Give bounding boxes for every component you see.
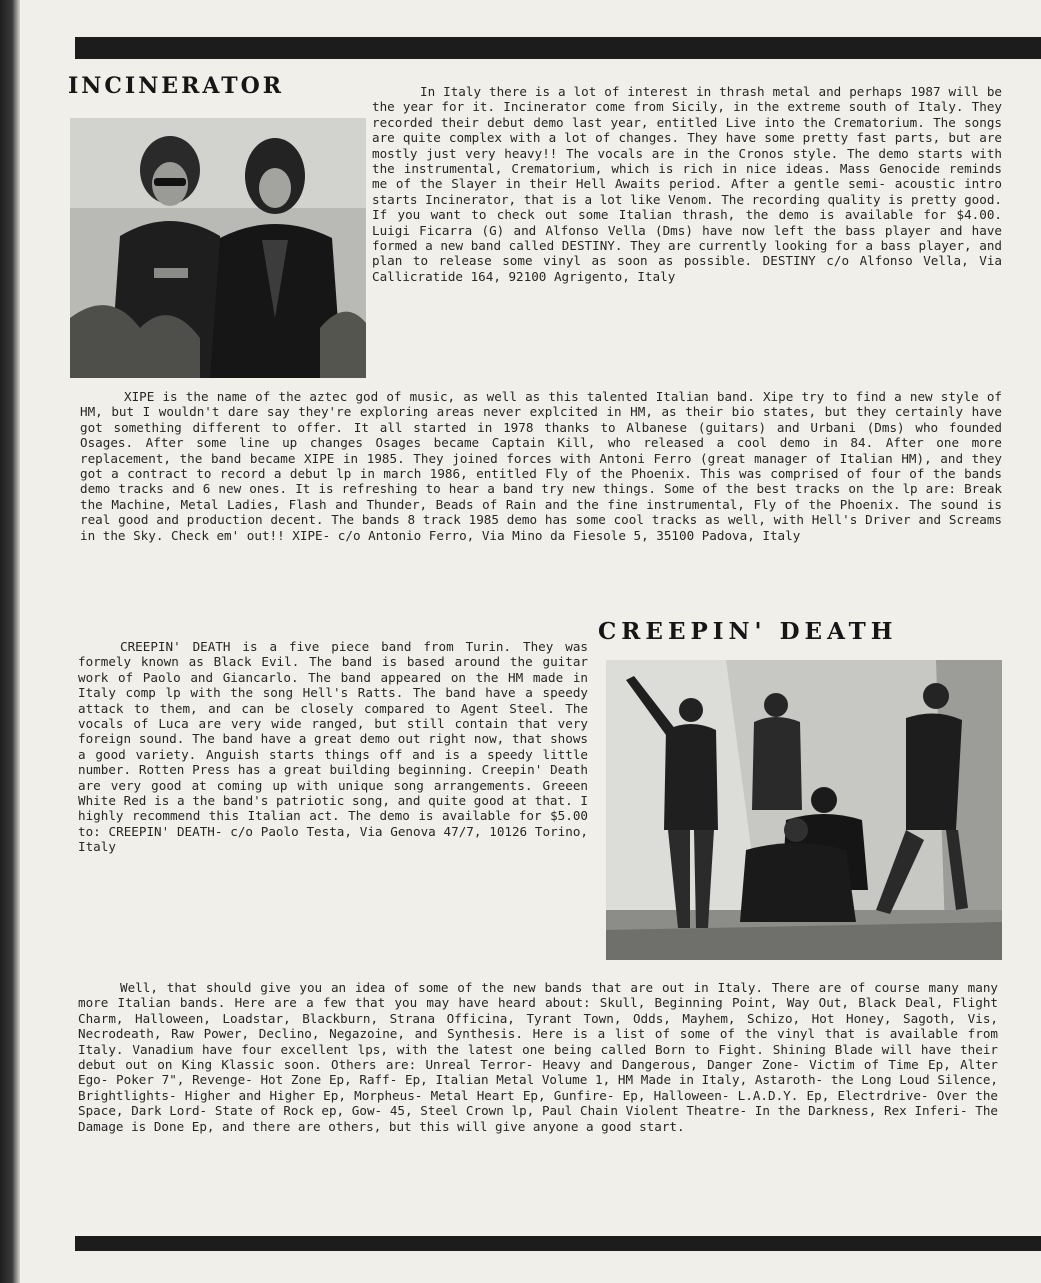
bottom-rule [75, 1236, 1041, 1251]
closing-paragraph: Well, that should give you an idea of some of the new bands that are out in Italy. There are of course many many more Italian bands. Here are a few that you may have heard about: Skull, Beginning Point, Way Out, Black Deal, Flight Charm, Halloween, Loadstar, Blackburn, Strana Officina, Tyrant Town, Odds, Mayhem, Schizo, Hot Honey, Sagoth, Vis, Necrodeath, Raw Power, Declino, Negazoine, and Synthesis. Here is a list of some of the vinyl that is available from Italy. Vanadium have four excellent lps, with the latest one being called Born to Fight. Shining Blade will have their debut out on King Klassic soon. Others are: Unreal Terror- Heavy and Dangerous, Danger Zone- Victim of Time Ep, Alter Ego- Poker 7", Revenge- Hot Zone Ep, Raff- Ep, Italian Metal Volume 1, HM Made in Italy, Astaroth- the Long Loud Silence, Brightlights- Higher and Higher Ep, Morpheus- Metal Heart Ep, Gunfire- Ep, Halloween- L.A.D.Y. Ep, Electrdrive- Over the Space, Dark Lord- State of Rock ep, Gow- 45, Steel Crown lp, Paul Chain Violent Theatre- In the Darkness, Rex Inferi- The Damage is Done Ep, and there are others, but this will give anyone a good start. [78, 980, 998, 1134]
incinerator-text [372, 84, 1002, 284]
creepin-death-heading: CREEPIN' DEATH [598, 618, 898, 645]
binding-edge [0, 0, 20, 1283]
incinerator-heading: INCINERATOR [68, 73, 285, 99]
creepin-death-band-photo [606, 660, 1002, 960]
incinerator-band-photo [70, 118, 366, 378]
top-rule [75, 37, 1041, 59]
creepin-death-paragraph: CREEPIN' DEATH is a five piece band from Turin. They was formely known as Black Evil. The band is based around the guitar work of Paolo and Giancarlo. The band appeared on the HM made in Italy comp lp with the song Hell's Ratts. The band have a speedy attack to them, and can be closely compared to Agent Steel. The vocals of Luca are very wide ranged, but still contain that very foreign sound. The band have a great demo out right now, that shows a good variety. Anguish starts things off and is a speedy little number. Rotten Press has a great building beginning. Creepin' Death are very good at coming up with unique song arrangements. Greeen White Red is a the band's patriotic song, and quite good at that. I highly recommend this Italian act. The demo is available for $5.00 to: CREEPIN' DEATH- c/o Paolo Testa, Via Genova 47/7, 10126 Torino, Italy [78, 639, 588, 855]
xipe-paragraph: XIPE is the name of the aztec god of music, as well as this talented Italian band. Xipe try to find a new style of HM, but I wouldn't dare say they're exploring areas never explcited in HM, as their bio states, but they certainly have got something different to offer. It all started in 1978 thanks to Albanese (guitars) and Urbani (Dms) who founded Osages. After some line up changes Osages became Captain Kill, who released a cool demo in 84. After one more replacement, the band became XIPE in 1985. They joined forces with Antoni Ferro (great manager of Italian HM), and they got a contract to record a debut lp in march 1986, entitled Fly of the Phoenix. This was comprised of four of the bands demo tracks and 6 new ones. It is refreshing to hear a band try new things. Some of the best tracks on the lp are: Break the Machine, Metal Ladies, Flash and Thunder, Beads of Rain and the fine instrumental, Fly of the Phoenix. The sound is real good and production decent. The bands 8 track 1985 demo has some cool tracks as well, with Hell's Driver and Screams in the Sky. Check em' out!! XIPE- c/o Antonio Ferro, Via Mino da Fiesole 5, 35100 Padova, Italy [80, 389, 1002, 543]
incinerator-paragraph: In Italy there is a lot of interest in thrash metal and perhaps 1987 will be the year for it. Incinerator come from Sicily, in the extreme south of Italy. They recorded their debut demo last year, entitled Live into the Crematorium. The songs are quite complex with a lot of changes. They have some pretty fast parts, but are mostly just very heavy!! The vocals are in the Cronos style. The demo starts with the instrumental, Crematorium, which is rich in nice ideas. Mass Genocide reminds me of the Slayer in their Hell Awaits period. After a gentle semi- acoustic intro starts Incinerator, that is a lot like Venom. The recording quality is pretty good. If you want to check out some Italian thrash, the demo is available for $4.00. Luigi Ficarra (G) and Alfonso Vella (Dms) have now left the bass player and have formed a new band called DESTINY. They are currently looking for a bass player, and plan to release some vinyl as soon as possible. DESTINY c/o Alfonso Vella, Via Callicratide 164, 92100 Agrigento, Italy [372, 84, 1002, 284]
